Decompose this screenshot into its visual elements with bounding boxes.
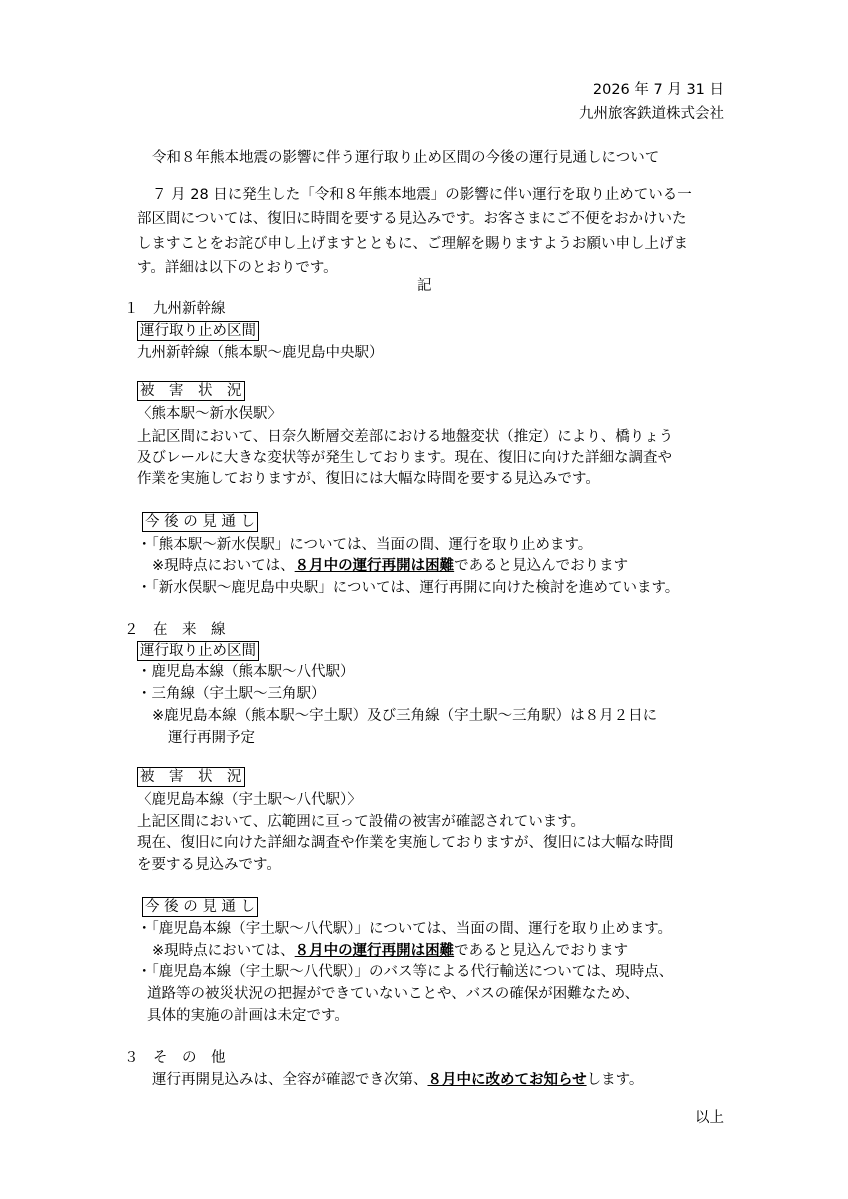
section2-box-suspended: 運行取り止め区間	[137, 641, 259, 661]
section2-note-emphasis: ８月中の運行再開は困難	[294, 943, 455, 959]
section3-text: 運行再開見込みは、全容が確認でき次第、８月中に改めてお知らせします。	[152, 1072, 644, 1088]
section2-sub: 〈鹿児島本線（宇土駅～八代駅）〉	[137, 792, 362, 808]
closing-mark: 以上	[695, 1110, 724, 1126]
section2-damage-line: 上記区間において、広範囲に亘って設備の被害が確認されています。	[137, 814, 586, 830]
section1-note-emphasis: ８月中の運行再開は困難	[294, 558, 455, 574]
intro-line: す。詳細は以下のとおりです。	[137, 260, 338, 276]
section2-heading: ２ 在 来 線	[124, 622, 226, 638]
section3-heading: ３ そ の 他	[124, 1050, 226, 1066]
section2-box-damage: 被 害 状 況	[137, 767, 245, 787]
section2-outlook-item: 具体的実施の計画は未定です。	[147, 1008, 349, 1024]
section2-outlook-item: 道路等の被災状況の把握ができていないことや、バスの確保が困難なため、	[147, 986, 640, 1002]
section2-note: ※現時点においては、８月中の運行再開は困難であると見込んでおります	[152, 943, 629, 959]
intro-line: 部区間については、復旧に時間を要する見込みです。お客さまにご不便をおかけいた	[137, 211, 687, 227]
section1-box-damage: 被 害 状 況	[137, 381, 245, 401]
section1-note: ※現時点においては、８月中の運行再開は困難であると見込んでおります	[152, 558, 629, 574]
section2-note: ※鹿児島本線（熊本駅～宇土駅）及び三角線（宇土駅～三角駅）は８月２日に	[152, 708, 658, 724]
section1-sub: 〈熊本駅～新水俣駅〉	[137, 406, 282, 422]
section2-item: ・三角線（宇土駅～三角駅）	[137, 686, 326, 702]
section2-outlook-item: ・「鹿児島本線（宇土駅～八代駅）」のバス等による代行輸送については、現時点、	[137, 964, 674, 980]
company-name: 九州旅客鉄道株式会社	[579, 106, 724, 122]
section3-emphasis: ８月中に改めてお知らせ	[427, 1072, 587, 1088]
section1-damage-line: 上記区間において、日奈久断層交差部における地盤変状（推定）により、橋りょう	[137, 429, 674, 445]
section1-outlook-item: ・「新水俣駅～鹿児島中央駅」については、運行再開に向けた検討を進めています。	[137, 580, 680, 596]
section1-damage-line: 作業を実施しておりますが、復旧には大幅な時間を要する見込みです。	[137, 471, 600, 487]
section1-outlook-item: ・「熊本駅～新水俣駅」については、当面の間、運行を取り止めます。	[137, 537, 593, 553]
intro-line: ７ 月 28 日に発生した「令和８年熊本地震」の影響に伴い運行を取り止めている一	[152, 187, 692, 203]
section2-note: 運行再開予定	[168, 730, 255, 746]
section2-damage-line: を要する見込みです。	[137, 857, 281, 873]
section1-box-suspended: 運行取り止め区間	[137, 321, 259, 341]
section1-box-outlook: 今 後 の 見 通 し	[142, 512, 258, 532]
section2-damage-line: 現在、復旧に向けた詳細な調査や作業を実施しておりますが、復旧には大幅な時間	[137, 835, 674, 851]
document-title: 令和８年熊本地震の影響に伴う運行取り止め区間の今後の運行見通しについて	[152, 150, 660, 166]
section1-line-range: 九州新幹線（熊本駅～鹿児島中央駅）	[137, 345, 384, 361]
section2-outlook-item: ・「鹿児島本線（宇土駅～八代駅）」については、当面の間、運行を取り止めます。	[137, 921, 673, 937]
section1-heading: １ 九州新幹線	[124, 301, 226, 317]
ki-mark: 記	[417, 278, 432, 294]
section2-item: ・鹿児島本線（熊本駅～八代駅）	[137, 664, 355, 680]
section2-box-outlook: 今 後 の 見 通 し	[142, 897, 258, 917]
document-date: 2026 年 7 月 31 日	[592, 82, 724, 98]
intro-line: しますことをお詫び申し上げますとともに、ご理解を賜りますようお願い申し上げま	[137, 236, 688, 252]
section1-damage-line: 及びレールに大きな変状等が発生しております。現在、復旧に向けた詳細な調査や	[137, 450, 673, 466]
